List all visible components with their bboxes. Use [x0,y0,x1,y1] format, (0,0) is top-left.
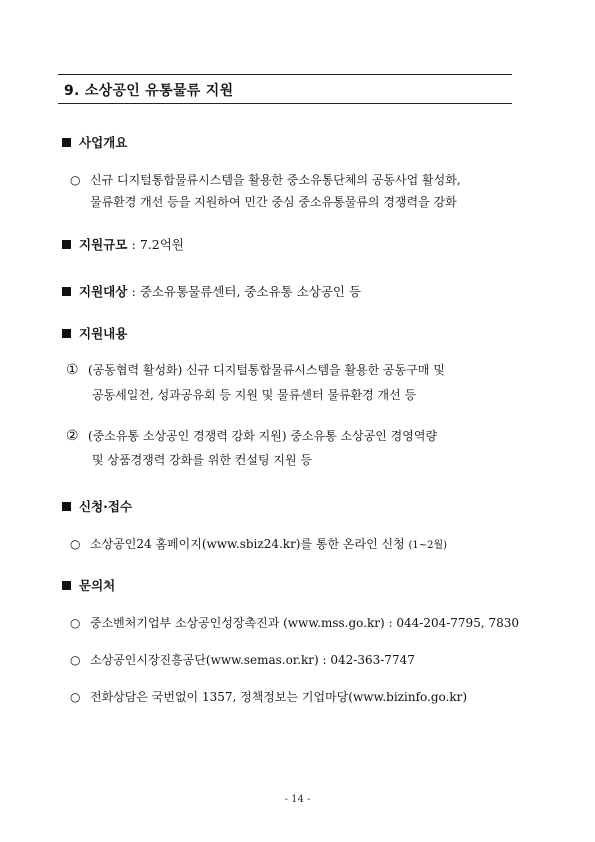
circled-one-marker: ① [66,362,79,378]
circle-bullet-icon: ○ [70,690,81,704]
section-overview-heading: 사업개요 [62,133,127,151]
page-title: 9. 소상공인 유통물류 지원 [64,83,234,99]
target-value: : 중소유통물류센터, 중소유통 소상공인 등 [131,284,362,299]
section-apply-heading: 신청·접수 [62,497,132,515]
square-bullet-icon [62,502,71,511]
circle-bullet-icon: ○ [70,537,81,551]
contact-line-3: 전화상담은 국번없이 1357, 정책정보는 기업마당(www.bizinfo.go.kr) [90,690,468,704]
square-bullet-icon [62,581,71,590]
circled-two-marker: ② [66,428,79,444]
apply-period-note: (1~2월) [408,540,448,551]
circle-bullet-icon: ○ [70,653,81,667]
apply-line [90,536,447,554]
circle-bullet-icon: ○ [70,616,81,630]
square-bullet-icon [62,240,71,249]
section-content-heading: 지원내용 [62,324,127,342]
overview-line-1: 신규 디지털통합물류시스템을 활용한 중소유통단체의 공동사업 활성화, [90,173,461,187]
overview-line-2: 물류환경 개선 등을 지원하여 민간 중심 중소유통물류의 경쟁력을 강화 [90,195,457,209]
content-item2-line-2: 및 상품경쟁력 강화를 위한 컨설팅 지원 등 [92,453,312,467]
content-item2-line-1: (중소유통 소상공인 경쟁력 강화 지원) 중소유통 소상공인 경영역량 [88,429,438,443]
section-scale-heading: 지원규모 : 7.2억원 [62,235,184,253]
scale-value: : 7.2억원 [131,237,184,252]
content-item1-line-1: (공동협력 활성화) 신규 디지털통합물류시스템을 활용한 공동구매 및 [88,363,445,377]
square-bullet-icon [62,287,71,296]
apply-text: 소상공인24 홈페이지(www.sbiz24.kr)를 통한 온라인 신청 [90,537,405,551]
title-rule-top [58,74,512,75]
content-item1-line-2: 공동세일전, 성과공유회 등 지원 및 물류센터 물류환경 개선 등 [92,388,417,402]
title-rule-bottom [58,103,512,104]
page-number: - 14 - [284,794,311,805]
section-target-heading: 지원대상 : 중소유통물류센터, 중소유통 소상공인 등 [62,282,361,300]
section-contact-heading: 문의처 [62,576,115,594]
contact-line-2: 소상공인시장진흥공단(www.semas.or.kr) : 042-363-7747 [90,653,415,667]
square-bullet-icon [62,138,71,147]
contact-line-1: 중소벤처기업부 소상공인성장촉진과 (www.mss.go.kr) : 044-204-7795, 7830 [90,616,519,630]
circle-bullet-icon: ○ [70,173,81,187]
square-bullet-icon [62,329,71,338]
